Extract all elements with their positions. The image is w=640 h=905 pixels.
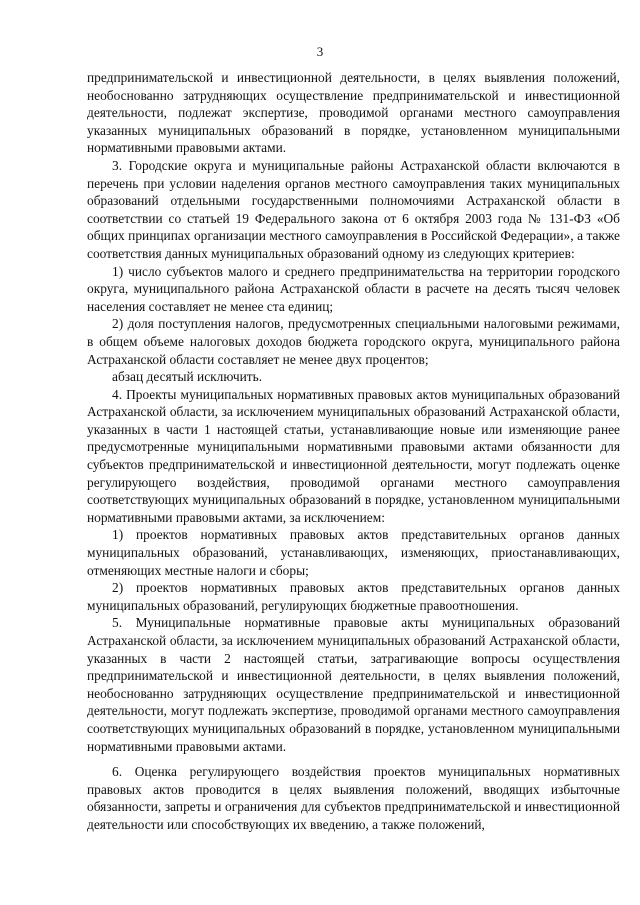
paragraph-clause-3: 3. Городские округа и муниципальные районы Астраханской области включаются в перечень при условии наделения органов местного самоуправления таких муниципальных образований отдельными государственными полномочиями Астраханской области в соответствии со статьей 19 Федерального закона от 6 октября 2003 года № 131-ФЗ «Об общих принципах организации местного самоуправления в Российской Федерации», а также соответствия данных муниципальных образований одному из следующих критериев: [87,157,620,261]
paragraph-clause-6: 6. Оценка регулирующего воздействия проектов муниципальных нормативных правовых актов проводится в целях выявления положений, вводящих избыточные обязанности, запреты и ограничения для субъектов предпринимательской и инвестиционной деятельности или способствующих их введению, а также положений, [87,764,620,832]
paragraph-clause-5: 5. Муниципальные нормативные правовые акты муниципальных образований Астраханской области, за исключением муниципальных образований Астраханской области, указанных в части 2 настоящей статьи, затрагивающие вопросы осуществления предпринимательской и инвестиционной деятельности, в целях выявления положений, необоснованно затрудняющих осуществление предпринимательской и инвестиционной деятельности, могут подлежать экспертизе, проводимой органами местного самоуправления соответствующих муниципальных образований в порядке, установленном муниципальными нормативными правовыми актами. [87,615,620,754]
paragraph-exception-2: 2) проектов нормативных правовых актов представительных органов данных муниципальных образований, регулирующих бюджетные правоотношения. [87,580,620,613]
paragraph-exception-1: 1) проектов нормативных правовых актов представительных органов данных муниципальных образований, устанавливающих, изменяющих, приостанавливающих, отменяющих местные налоги и сборы; [87,527,620,578]
document-body [87,69,620,834]
paragraph-exclusion-note: абзац десятый исключить. [112,369,263,385]
paragraph-clause-4: 4. Проекты муниципальных нормативных правовых актов муниципальных образований Астраханской области, за исключением муниципальных образований Астраханской области, указанных в части 1 настоящей статьи, устанавливающие новые или изменяющие ранее предусмотренные муниципальными нормативными правовыми актами обязанности для субъектов предпринимательской и инвестиционной деятельности, могут подлежать оценке регулирующего воздействия, проводимой органами местного самоуправления соответствующих муниципальных образований в порядке, установленном муниципальными нормативными правовыми актами, за исключением: [87,386,620,525]
paragraph-criterion-2: 2) доля поступления налогов, предусмотренных специальными налоговыми режимами, в общем объеме налоговых доходов бюджета городского округа, муниципального района Астраханской области составляет не менее двух процентов; [87,316,620,367]
paragraph-continuation: предпринимательской и инвестиционной деятельности, в целях выявления положений, необоснованно затрудняющих осуществление предпринимательской и инвестиционной деятельности, подлежат экспертизе, проводимой органами местного самоуправления указанных муниципальных образований в порядке, установленном муниципальными нормативными правовыми актами. [87,70,620,156]
paragraph-criterion-1: 1) число субъектов малого и среднего предпринимательства на территории городского округа, муниципального района Астраханской области в расчете на десять тысяч человек населения составляет не менее ста единиц; [87,263,620,314]
page-number: 3 [316,44,324,59]
